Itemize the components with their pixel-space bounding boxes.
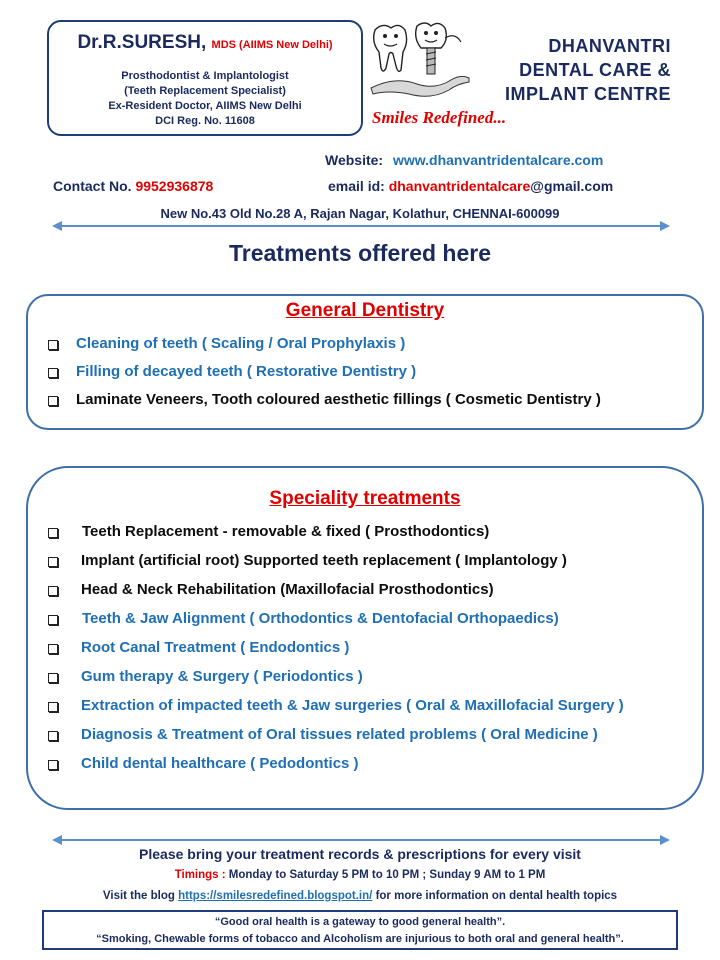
phone-row bbox=[53, 178, 213, 194]
timings-label: Timings : bbox=[174, 869, 226, 881]
email-domain[interactable]: @gmail.com bbox=[530, 178, 614, 194]
doctor-info-box bbox=[47, 20, 363, 136]
website-link[interactable]: www.dhanvantridentalcare.com bbox=[392, 152, 604, 168]
double-arrow-divider-icon bbox=[52, 221, 670, 231]
checkbox-bullet-icon bbox=[48, 586, 58, 596]
email-user[interactable]: dhanvantridentalcare bbox=[388, 178, 531, 194]
blog-row bbox=[0, 890, 720, 902]
doctor-subspecialty: (Teeth Replacement Specialist) bbox=[124, 85, 286, 97]
timings-text: Monday to Saturday 5 PM to 10 PM ; Sunday 9 AM to 1 PM bbox=[228, 869, 546, 881]
checkbox-bullet-icon bbox=[48, 731, 58, 741]
doctor-name-line bbox=[49, 32, 361, 54]
quote-oral-health: “Good oral health is a gateway to good general health”. bbox=[214, 916, 506, 928]
checkbox-bullet-icon bbox=[48, 673, 58, 683]
speciality-item: Root Canal Treatment ( Endodontics ) bbox=[81, 639, 350, 656]
general-item: Laminate Veneers, Tooth coloured aesthetic fillings ( Cosmetic Dentistry ) bbox=[76, 391, 601, 408]
clinic-address: New No.43 Old No.28 A, Rajan Nagar, Kolathur, CHENNAI-600099 bbox=[160, 206, 560, 221]
health-quote-box bbox=[42, 910, 678, 950]
clinic-tagline: Smiles Redefined... bbox=[372, 108, 507, 127]
speciality-item: Diagnosis & Treatment of Oral tissues related problems ( Oral Medicine ) bbox=[81, 726, 598, 743]
records-note: Please bring your treatment records & prescriptions for every visit bbox=[139, 846, 581, 862]
clinic-name-line1: DHANVANTRI bbox=[548, 36, 671, 56]
clinic-name-line2: DENTAL CARE & bbox=[519, 60, 671, 80]
quote-tobacco-warning: “Smoking, Chewable forms of tobacco and Alcoholism are injurious to both oral and general health”. bbox=[96, 933, 624, 945]
doctor-specialty: Prosthodontist & Implantologist bbox=[121, 70, 289, 82]
speciality-treatments-panel bbox=[26, 466, 704, 810]
general-item: Filling of decayed teeth ( Restorative Dentistry ) bbox=[76, 363, 417, 380]
phone-label: Contact No. bbox=[53, 178, 132, 194]
general-dentistry-panel bbox=[26, 294, 704, 430]
phone-number[interactable]: 9952936878 bbox=[135, 178, 214, 194]
website-label: Website: bbox=[325, 152, 384, 168]
tooth-logo-icon bbox=[365, 18, 473, 100]
speciality-item: Extraction of impacted teeth & Jaw surgeries ( Oral & Maxillofacial Surgery ) bbox=[81, 697, 624, 714]
timings-row bbox=[0, 869, 720, 881]
doctor-degree: MDS (AIIMS New Delhi) bbox=[211, 39, 333, 51]
blog-prefix: Visit the blog bbox=[102, 890, 175, 902]
checkbox-bullet-icon bbox=[48, 368, 58, 378]
double-arrow-divider-icon bbox=[52, 835, 670, 845]
checkbox-bullet-icon bbox=[48, 557, 58, 567]
doctor-experience: Ex-Resident Doctor, AIIMS New Delhi bbox=[108, 100, 302, 112]
checkbox-bullet-icon bbox=[48, 760, 58, 770]
treatments-title: Treatments offered here bbox=[228, 240, 492, 266]
checkbox-bullet-icon bbox=[48, 528, 58, 538]
checkbox-bullet-icon bbox=[48, 340, 58, 350]
general-item: Cleaning of teeth ( Scaling / Oral Prophylaxis ) bbox=[76, 335, 406, 352]
blog-suffix: for more information on dental health topics bbox=[375, 890, 618, 902]
speciality-item: Implant (artificial root) Supported teeth replacement ( Implantology ) bbox=[81, 552, 567, 569]
speciality-item: Teeth & Jaw Alignment ( Orthodontics & Dentofacial Orthopaedics) bbox=[82, 610, 559, 627]
email-row bbox=[328, 178, 613, 194]
checkbox-bullet-icon bbox=[48, 644, 58, 654]
speciality-title: Speciality treatments bbox=[269, 488, 461, 509]
speciality-item: Child dental healthcare ( Pedodontics ) bbox=[81, 755, 359, 772]
speciality-item: Gum therapy & Surgery ( Periodontics ) bbox=[81, 668, 363, 685]
speciality-item: Head & Neck Rehabilitation (Maxillofacial Prosthodontics) bbox=[81, 581, 494, 598]
checkbox-bullet-icon bbox=[48, 396, 58, 406]
clinic-name-line3: IMPLANT CENTRE bbox=[505, 84, 671, 104]
checkbox-bullet-icon bbox=[48, 615, 58, 625]
email-label: email id: bbox=[328, 178, 385, 194]
general-dentistry-title: General Dentistry bbox=[285, 300, 445, 321]
doctor-registration: DCI Reg. No. 11608 bbox=[155, 115, 255, 127]
speciality-item: Teeth Replacement - removable & fixed ( Prosthodontics) bbox=[82, 523, 490, 540]
doctor-name: Dr.R.SURESH, bbox=[77, 32, 207, 53]
blog-link[interactable]: https://smilesredefined.blogspot.in/ bbox=[178, 890, 373, 902]
checkbox-bullet-icon bbox=[48, 702, 58, 712]
website-row bbox=[325, 152, 603, 168]
